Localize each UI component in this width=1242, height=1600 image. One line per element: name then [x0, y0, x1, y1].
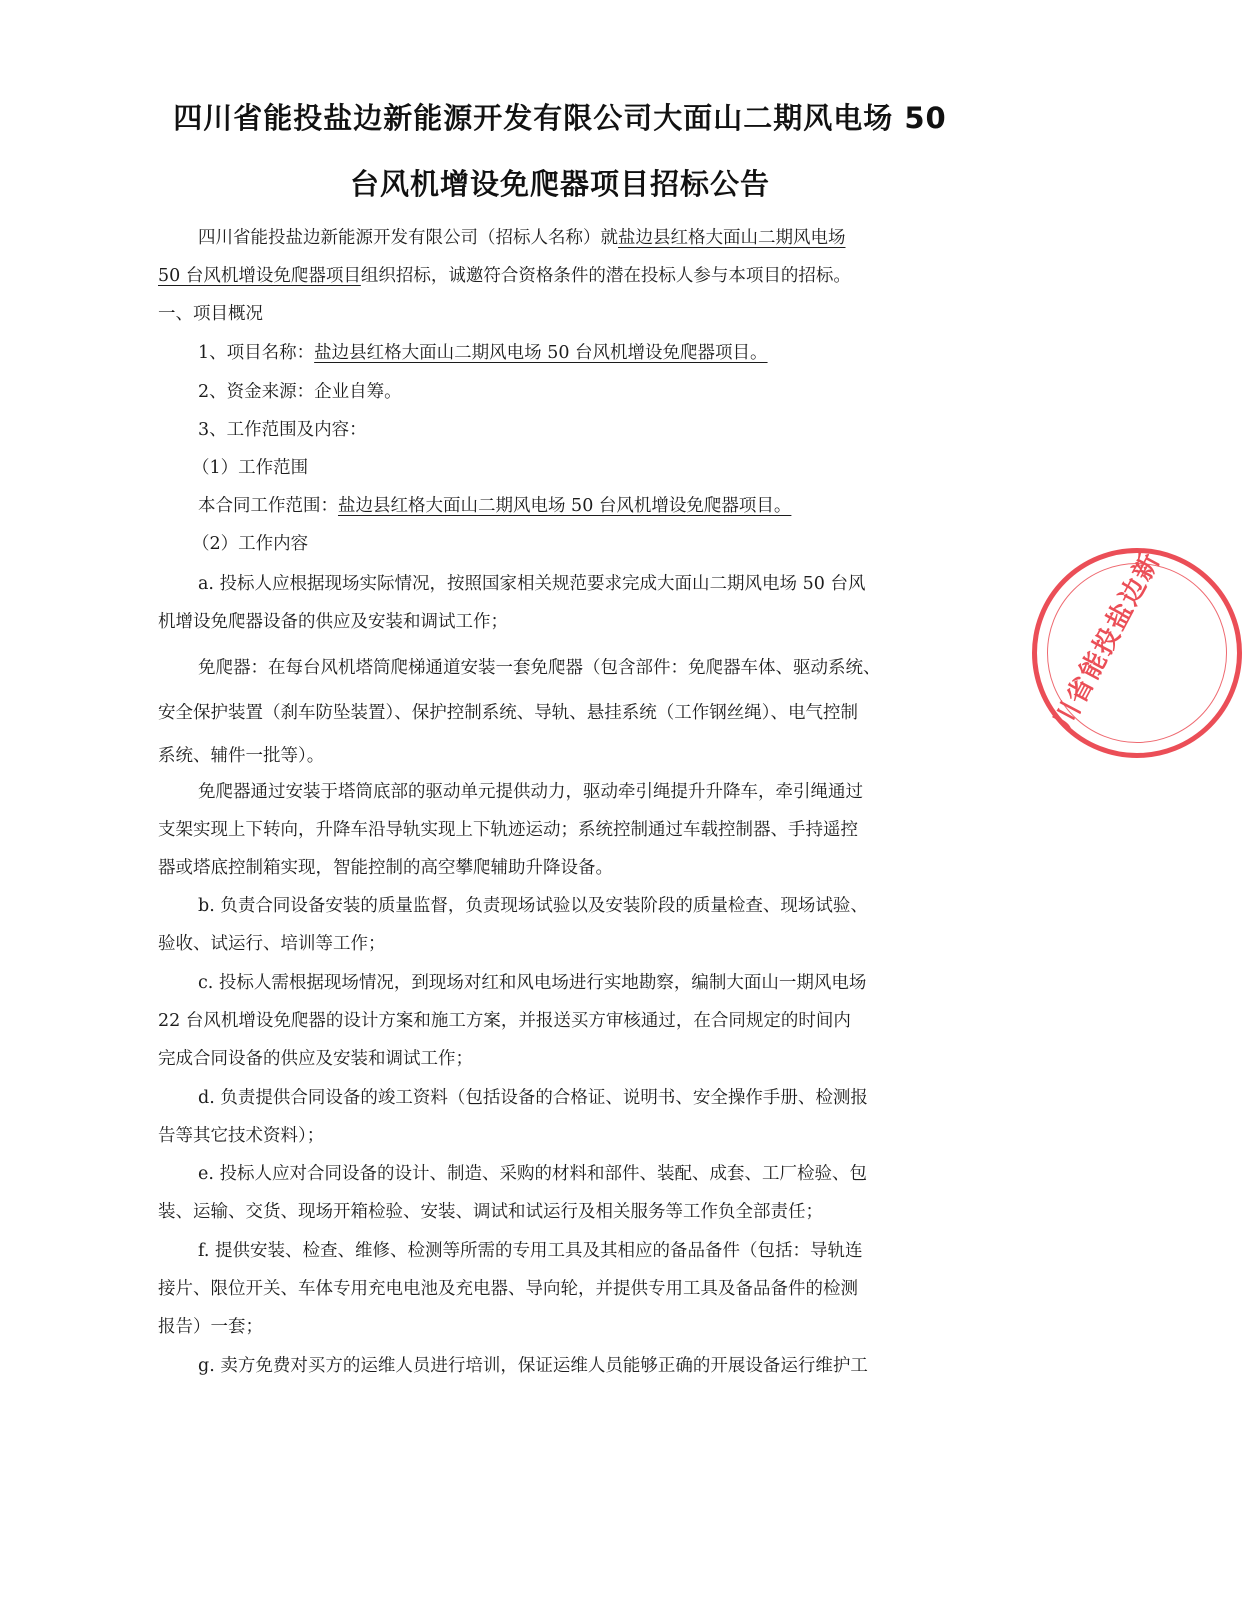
para-mech-line-3: 器或塔底控制箱实现，智能控制的高空攀爬辅助升降设备。	[158, 858, 613, 878]
para-f-line-3: 报告）一套；	[158, 1317, 263, 1337]
page-title-line-1: 四川省能投盐边新能源开发有限公司大面山二期风电场 50	[173, 101, 947, 135]
sub-scope-heading: （1）工作范围	[192, 458, 309, 478]
para-b-line-2: 验收、试运行、培训等工作；	[158, 934, 386, 954]
para-e-line-2: 装、运输、交货、现场开箱检验、安装、调试和试运行及相关服务等工作负全部责任；	[158, 1202, 823, 1222]
para-c-line-3: 完成合同设备的供应及安装和调试工作；	[158, 1049, 473, 1069]
sub-content-heading: （2）工作内容	[192, 534, 309, 554]
item-value-underlined: 盐边县红格大面山二期风电场 50 台风机增设免爬器项目。	[314, 343, 768, 363]
item-project-name	[198, 341, 768, 365]
scope-label: 本合同工作范围：	[198, 496, 338, 516]
para-c-line-1: c. 投标人需根据现场情况，到现场对红和风电场进行实地勘察，编制大面山一期风电场	[198, 973, 867, 993]
intro-text: 四川省能投盐边新能源开发有限公司（招标人名称）就	[198, 228, 618, 248]
company-seal-stamp	[1032, 548, 1242, 758]
para-mech-line-2: 支架实现上下转向，升降车沿导轨实现上下轨迹运动；系统控制通过车载控制器、手持遥控	[158, 820, 858, 840]
page-title-line-2: 台风机增设免爬器项目招标公告	[349, 167, 770, 201]
para-f-line-1: f. 提供安装、检查、维修、检测等所需的专用工具及其相应的备品备件（包括：导轨连	[198, 1241, 863, 1261]
item-label: 1、项目名称：	[198, 343, 315, 363]
para-crawler-line-3: 系统、辅件一批等）。	[158, 746, 325, 766]
para-g-line-1: g. 卖方免费对买方的运维人员进行培训，保证运维人员能够正确的开展设备运行维护工	[198, 1356, 868, 1376]
para-c-line-2: 22 台风机增设免爬器的设计方案和施工方案，并报送买方审核通过，在合同规定的时间内	[158, 1011, 851, 1031]
para-a-line-2: 机增设免爬器设备的供应及安装和调试工作；	[158, 612, 508, 632]
seal-text: 川省能投盐边新	[1048, 546, 1167, 735]
intro-project-underlined-2: 50 台风机增设免爬器项目	[158, 266, 361, 286]
para-crawler-line-2: 安全保护装置（刹车防坠装置）、保护控制系统、导轨、悬挂系统（工作钢丝绳）、电气控制	[158, 703, 858, 723]
scope-value-underlined: 盐边县红格大面山二期风电场 50 台风机增设免爬器项目。	[338, 496, 792, 516]
para-mech-line-1: 免爬器通过安装于塔筒底部的驱动单元提供动力，驱动牵引绳提升升降车，牵引绳通过	[198, 782, 863, 802]
para-a-line-1: a. 投标人应根据现场实际情况，按照国家相关规范要求完成大面山二期风电场 50 台风	[198, 574, 866, 594]
para-d-line-1: d. 负责提供合同设备的竣工资料（包括设备的合格证、说明书、安全操作手册、检测报	[198, 1088, 868, 1108]
intro-text-2: 组织招标，诚邀符合资格条件的潜在投标人参与本项目的招标。	[360, 266, 851, 286]
intro-project-underlined: 盐边县红格大面山二期风电场	[618, 228, 846, 248]
para-e-line-1: e. 投标人应对合同设备的设计、制造、采购的材料和部件、装配、成套、工厂检验、包	[198, 1164, 867, 1184]
section-heading: 一、项目概况	[158, 304, 263, 324]
para-d-line-2: 告等其它技术资料）；	[158, 1126, 325, 1146]
para-crawler-line-1: 免爬器：在每台风机塔筒爬梯通道安装一套免爬器（包含部件：免爬器车体、驱动系统、	[198, 658, 881, 678]
contract-scope	[198, 494, 791, 518]
item-work-scope: 3、工作范围及内容：	[198, 420, 367, 440]
intro-line-1	[198, 226, 846, 250]
para-b-line-1: b. 负责合同设备安装的质量监督，负责现场试验以及安装阶段的质量检查、现场试验、	[198, 896, 868, 916]
para-f-line-2: 接片、限位开关、车体专用充电电池及充电器、导向轮，并提供专用工具及备品备件的检测	[158, 1279, 858, 1299]
item-fund-source: 2、资金来源：企业自筹。	[198, 382, 402, 402]
intro-line-2	[158, 264, 851, 288]
